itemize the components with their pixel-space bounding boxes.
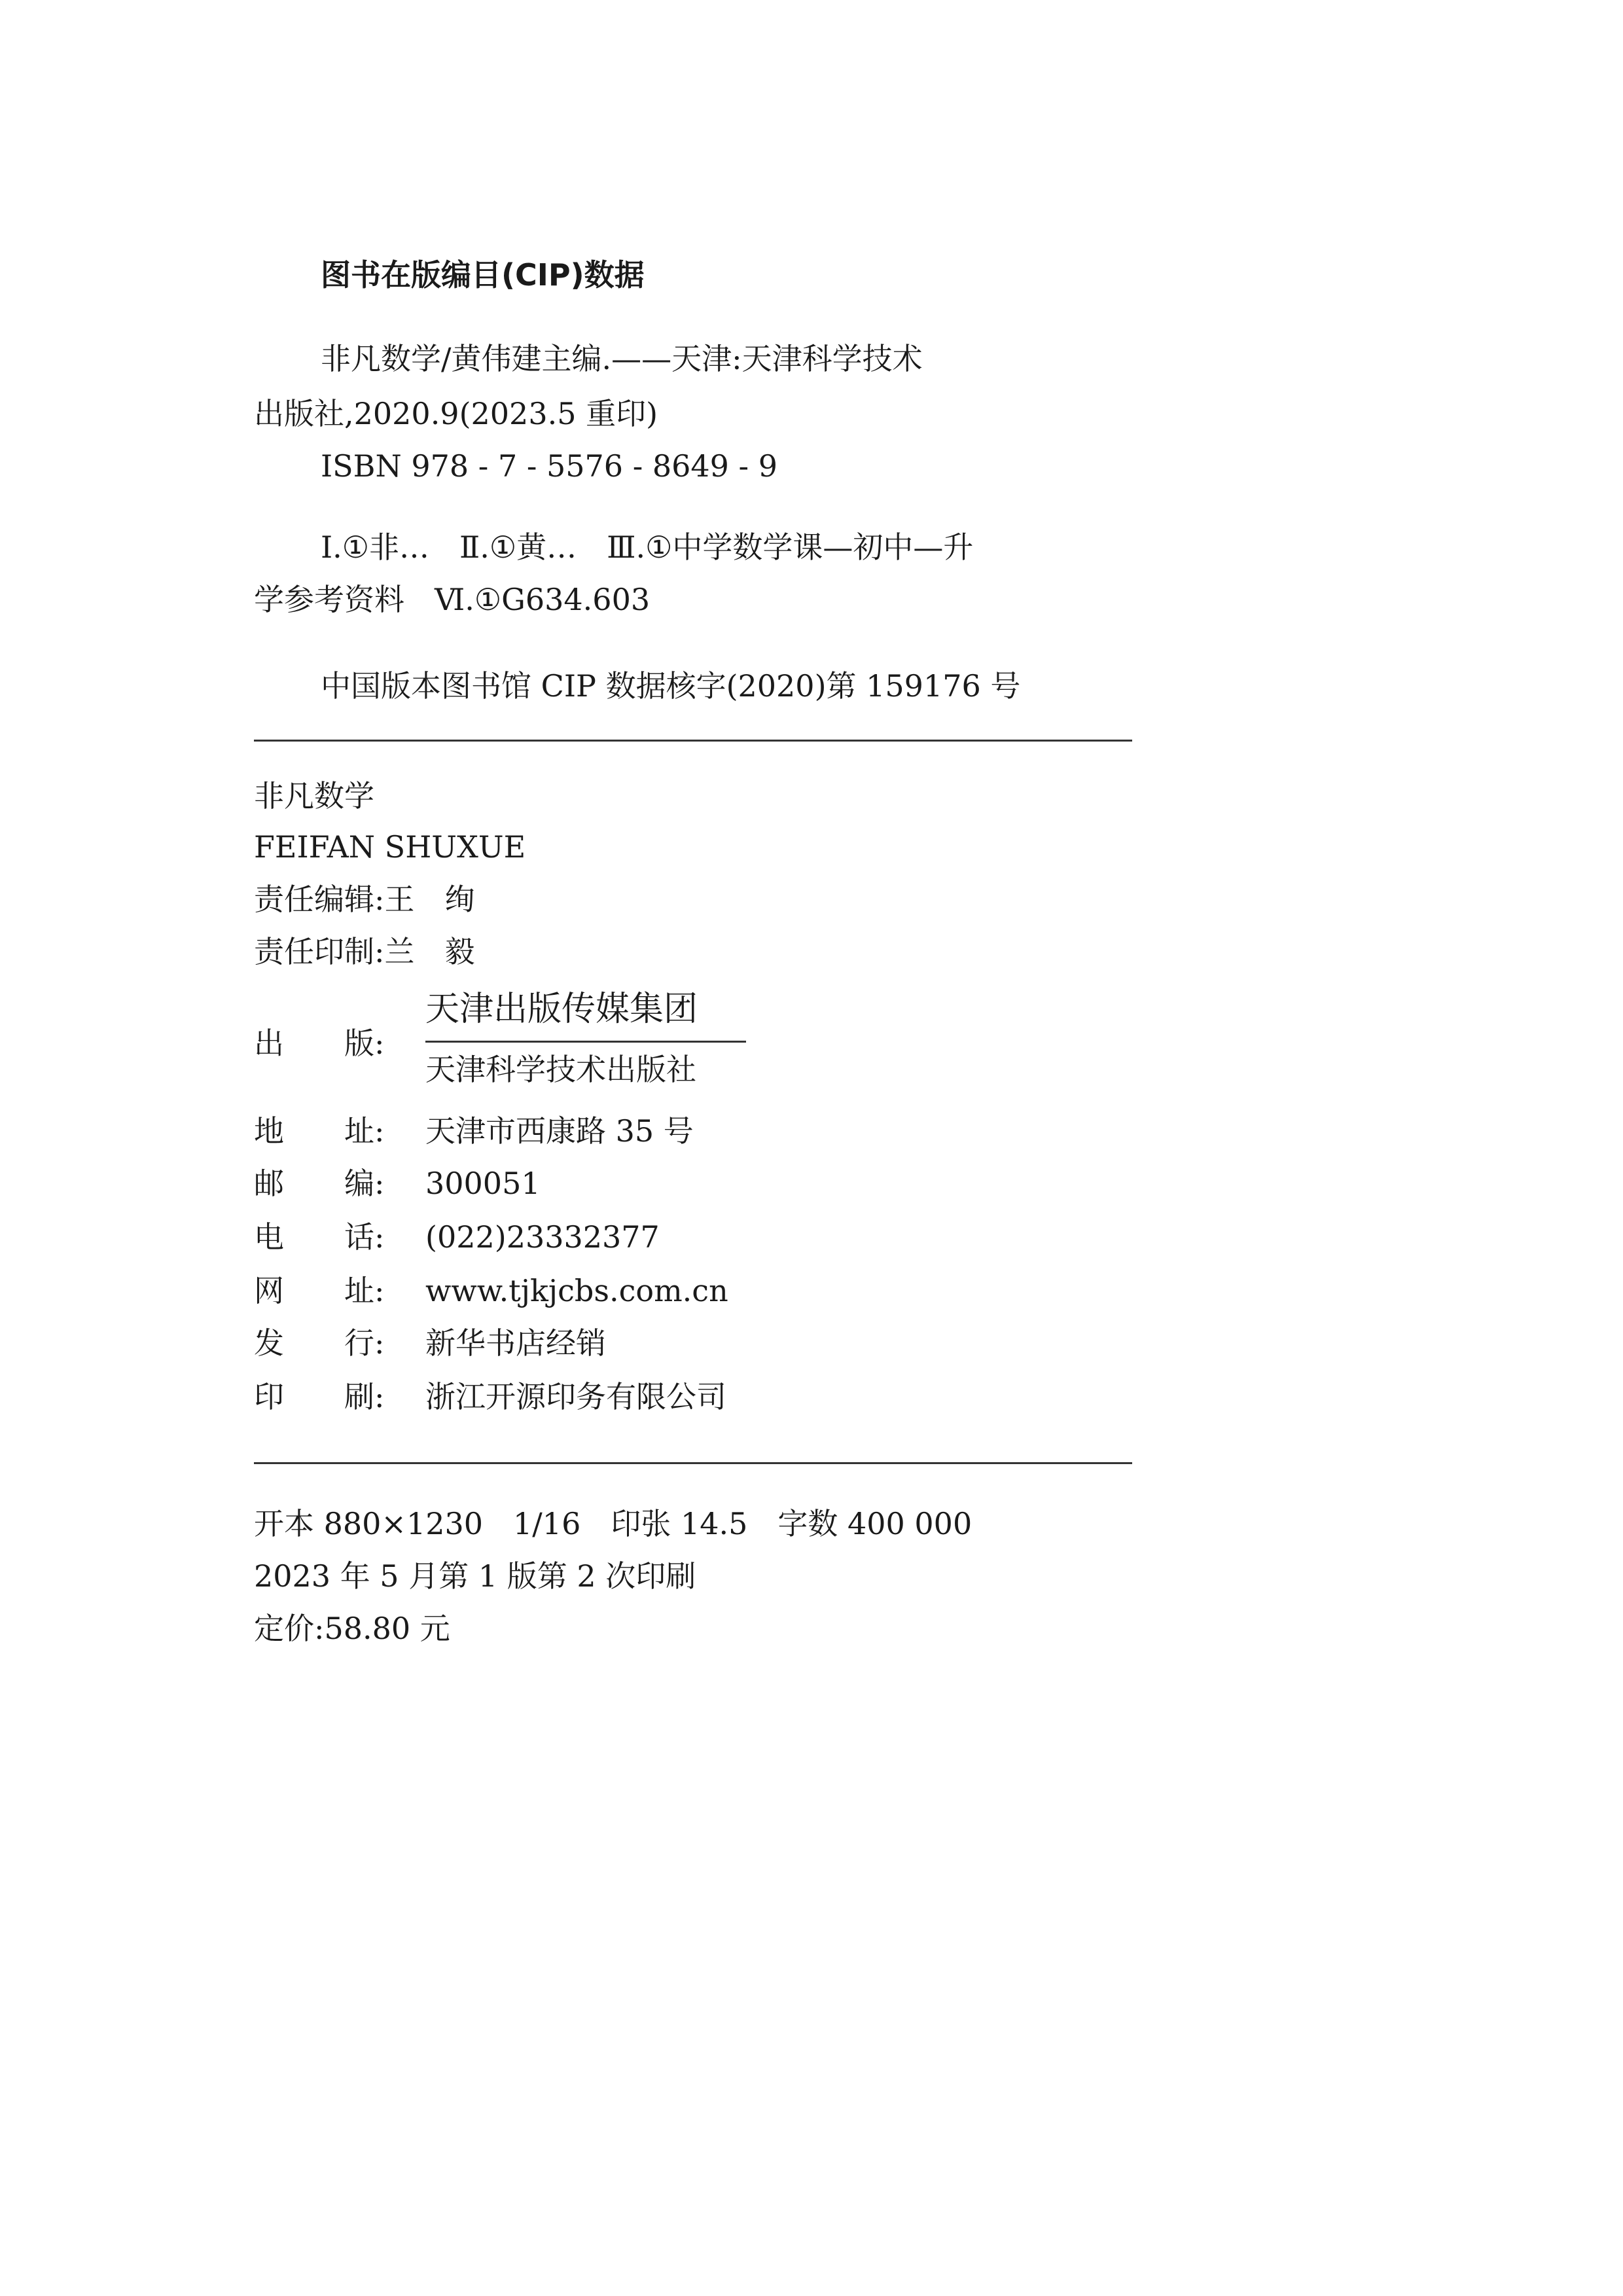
divider-bottom: [254, 1462, 1132, 1464]
cip-record-number: 中国版本图书馆 CIP 数据核字(2020)第 159176 号: [321, 668, 1021, 704]
publisher-group: 天津出版传媒集团: [425, 990, 698, 1029]
postcode-value: 300051: [425, 1166, 541, 1201]
book-title-pinyin: FEIFAN SHUXUE: [254, 829, 526, 865]
divider-top: [254, 740, 1132, 742]
printer-label: 印 刷:: [254, 1379, 385, 1414]
postcode-label: 邮 编:: [254, 1166, 385, 1201]
cip-title-line-1: 非凡数学/黄伟建主编.——天津:天津科学技术: [321, 341, 923, 376]
book-title-cn: 非凡数学: [254, 778, 374, 814]
book-format: 开本 880×1230 1/16 印张 14.5 字数 400 000: [254, 1506, 972, 1541]
edition-info: 2023 年 5 月第 1 版第 2 次印刷: [254, 1558, 696, 1594]
publisher-divider: [425, 1041, 746, 1043]
publisher-label: 出 版:: [254, 1026, 385, 1061]
printer-value: 浙江开源印务有限公司: [425, 1379, 726, 1414]
cip-subject-line-2: 学参考资料 Ⅵ.①G634.603: [254, 582, 651, 617]
distribution-label: 发 行:: [254, 1325, 385, 1361]
distribution-value: 新华书店经销: [425, 1325, 606, 1361]
address-value: 天津市西康路 35 号: [425, 1113, 694, 1149]
publisher-press: 天津科学技术出版社: [425, 1052, 696, 1087]
responsible-editor: 责任编辑:王 绚: [254, 882, 475, 917]
printing-manager: 责任印制:兰 毅: [254, 934, 475, 969]
cip-isbn: ISBN 978 - 7 - 5576 - 8649 - 9: [321, 448, 777, 484]
price: 定价:58.80 元: [254, 1611, 450, 1646]
phone-label: 电 话:: [254, 1219, 385, 1255]
cip-heading: 图书在版编目(CIP)数据: [321, 257, 645, 293]
website-label: 网 址:: [254, 1273, 385, 1308]
address-label: 地 址:: [254, 1113, 385, 1149]
cip-title-line-2: 出版社,2020.9(2023.5 重印): [254, 396, 658, 431]
phone-value: (022)23332377: [425, 1219, 660, 1255]
website-value: www.tjkjcbs.com.cn: [425, 1273, 728, 1308]
cip-subject-line-1: Ⅰ.①非… Ⅱ.①黄… Ⅲ.①中学数学课—初中—升: [321, 529, 974, 565]
